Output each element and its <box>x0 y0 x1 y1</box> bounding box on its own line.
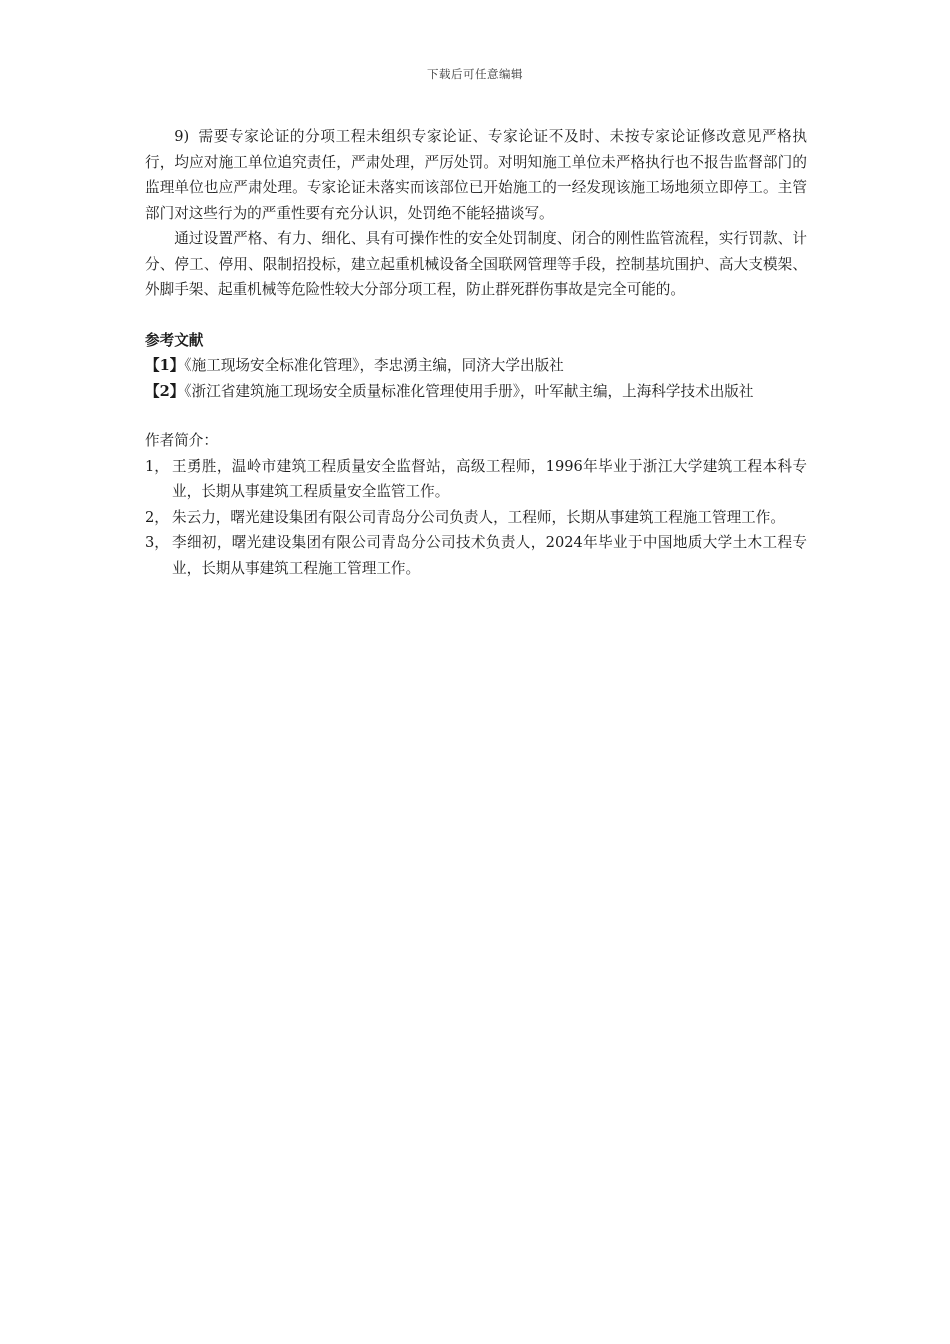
paragraph-item-9 <box>145 124 807 226</box>
reference-number: 【1】 <box>145 357 185 374</box>
reference-item-1 <box>145 353 807 379</box>
authors-title: 作者简介： <box>145 432 218 449</box>
author-item-1 <box>145 454 807 505</box>
document-content <box>145 124 807 581</box>
paragraph-conclusion: 通过设置严格、有力、细化、具有可操作性的安全处罚制度、闭合的刚性监管流程，实行罚款、计分、停工、停用、限制招投标，建立起重机械设备全国联网管理等手段，控制基坑围护、高大支模架、外脚手架、起重机械等危险性较大分部分项工程，防止群死群伤事故是完全可能的。 <box>145 230 807 298</box>
references-title: 参考文献 <box>145 331 204 349</box>
paragraph-text: 需要专家论证的分项工程未组织专家论证、专家论证不及时、未按专家论证修改意见严格执行，均应对施工单位追究责任，严肃处理，严厉处罚。对明知施工单位未严格执行也不报告监督部门的监理单位也应严肃处理。专家论证未落实而该部位已开始施工的一经发现该施工场地须立即停工。主管部门对这些行为的严重性要有充分认识，处罚绝不能轻描谈写。 <box>145 128 807 222</box>
author-text: 朱云力，曙光建设集团有限公司青岛分公司负责人，工程师，长期从事建筑工程施工管理工作。 <box>172 508 785 526</box>
reference-number: 【2】 <box>145 382 185 400</box>
author-item-2 <box>145 505 807 531</box>
author-text: 李细初，曙光建设集团有限公司青岛分公司技术负责人，2024年毕业于中国地质大学土木工程专业，长期从事建筑工程施工管理工作。 <box>172 534 807 577</box>
reference-item-2 <box>145 379 807 405</box>
author-index: 3， <box>145 534 169 551</box>
header-note: 下载后可任意编辑 <box>427 67 523 81</box>
author-item-3 <box>145 530 807 581</box>
reference-text: 《施工现场安全标准化管理》，李忠湧主编，同济大学出版社 <box>184 357 564 374</box>
author-text: 王勇胜，温岭市建筑工程质量安全监督站，高级工程师，1996年毕业于浙江大学建筑工程本科专业，长期从事建筑工程质量安全监管工作。 <box>172 457 807 500</box>
author-index: 1， <box>145 457 169 475</box>
reference-text: 《浙江省建筑施工现场安全质量标准化管理使用手册》，叶军献主编，上海科学技术出版社 <box>184 382 754 400</box>
paragraph-number: 9) <box>174 128 190 145</box>
author-index: 2， <box>145 508 169 526</box>
